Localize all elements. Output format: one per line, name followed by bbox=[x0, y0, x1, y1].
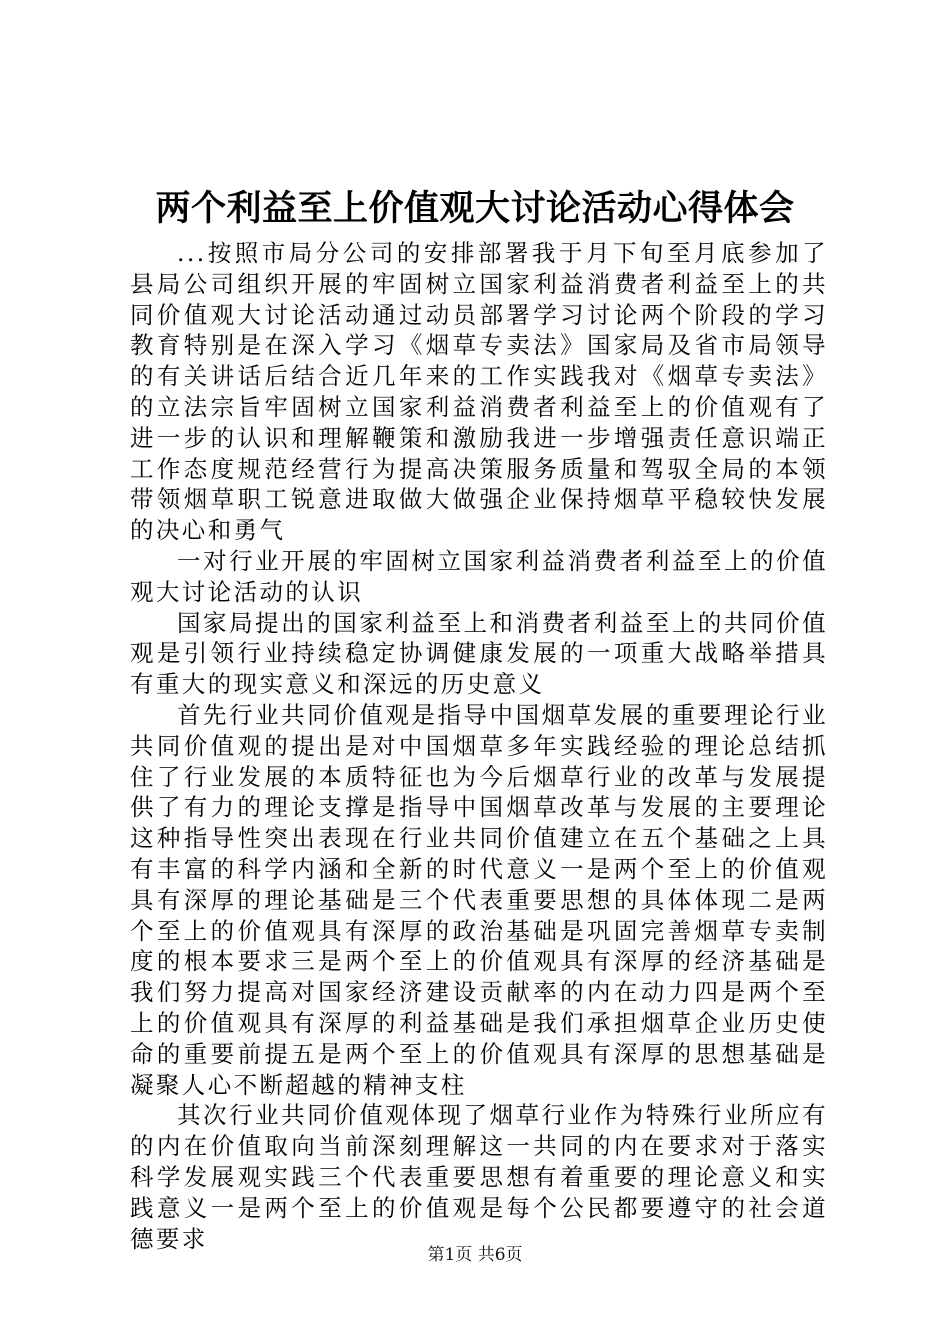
body-paragraph: 国家局提出的国家利益至上和消费者利益至上的共同价值观是引领行业持续稳定协调健康发展的一项重大战略举措具有重大的现实意义和深远的历史意义 bbox=[130, 608, 828, 699]
body-paragraph: ...按照市局分公司的安排部署我于月下旬至月底参加了县局公司组织开展的牢固树立国家利益消费者利益至上的共同价值观大讨论活动通过动员部署学习讨论两个阶段的学习教育特别是在深入学习《烟草专卖法》国家局及省市局领导的有关讲话后结合近几年来的工作实践我对《烟草专卖法》的立法宗旨牢固树立国家利益消费者利益至上的价值观有了进一步的认识和理解鞭策和激励我进一步增强责任意识端正工作态度规范经营行为提高决策服务质量和驾驭全局的本领带领烟草职工锐意进取做大做强企业保持烟草平稳较快发展的决心和勇气 bbox=[130, 239, 828, 545]
page-footer: 第1页 共6页 bbox=[427, 1245, 523, 1265]
document-title: 两个利益至上价值观大讨论活动心得体会 bbox=[155, 188, 795, 229]
document-body bbox=[130, 238, 828, 1254]
body-paragraph: 首先行业共同价值观是指导中国烟草发展的重要理论行业共同价值观的提出是对中国烟草多年实践经验的理论总结抓住了行业发展的本质特征也为今后烟草行业的改革与发展提供了有力的理论支撑是指导中国烟草改革与发展的主要理论这种指导性突出表现在行业共同价值建立在五个基础之上具有丰富的科学内涵和全新的时代意义一是两个至上的价值观具有深厚的理论基础是三个代表重要思想的具体体现二是两个至上的价值观具有深厚的政治基础是巩固完善烟草专卖制度的根本要求三是两个至上的价值观具有深厚的经济基础是我们努力提高对国家经济建设贡献率的内在动力四是两个至上的价值观具有深厚的利益基础是我们承担烟草企业历史使命的重要前提五是两个至上的价值观具有深厚的思想基础是凝聚人心不断超越的精神支柱 bbox=[130, 700, 828, 1099]
body-paragraph: 其次行业共同价值观体现了烟草行业作为特殊行业所应有的内在价值取向当前深刻理解这一共同的内在要求对于落实科学发展观实践三个代表重要思想有着重要的理论意义和实践意义一是两个至上的价值观是每个公民都要遵守的社会道德要求 bbox=[130, 1101, 828, 1253]
section-heading-paragraph: 一对行业开展的牢固树立国家利益消费者利益至上的价值观大讨论活动的认识 bbox=[130, 546, 828, 606]
